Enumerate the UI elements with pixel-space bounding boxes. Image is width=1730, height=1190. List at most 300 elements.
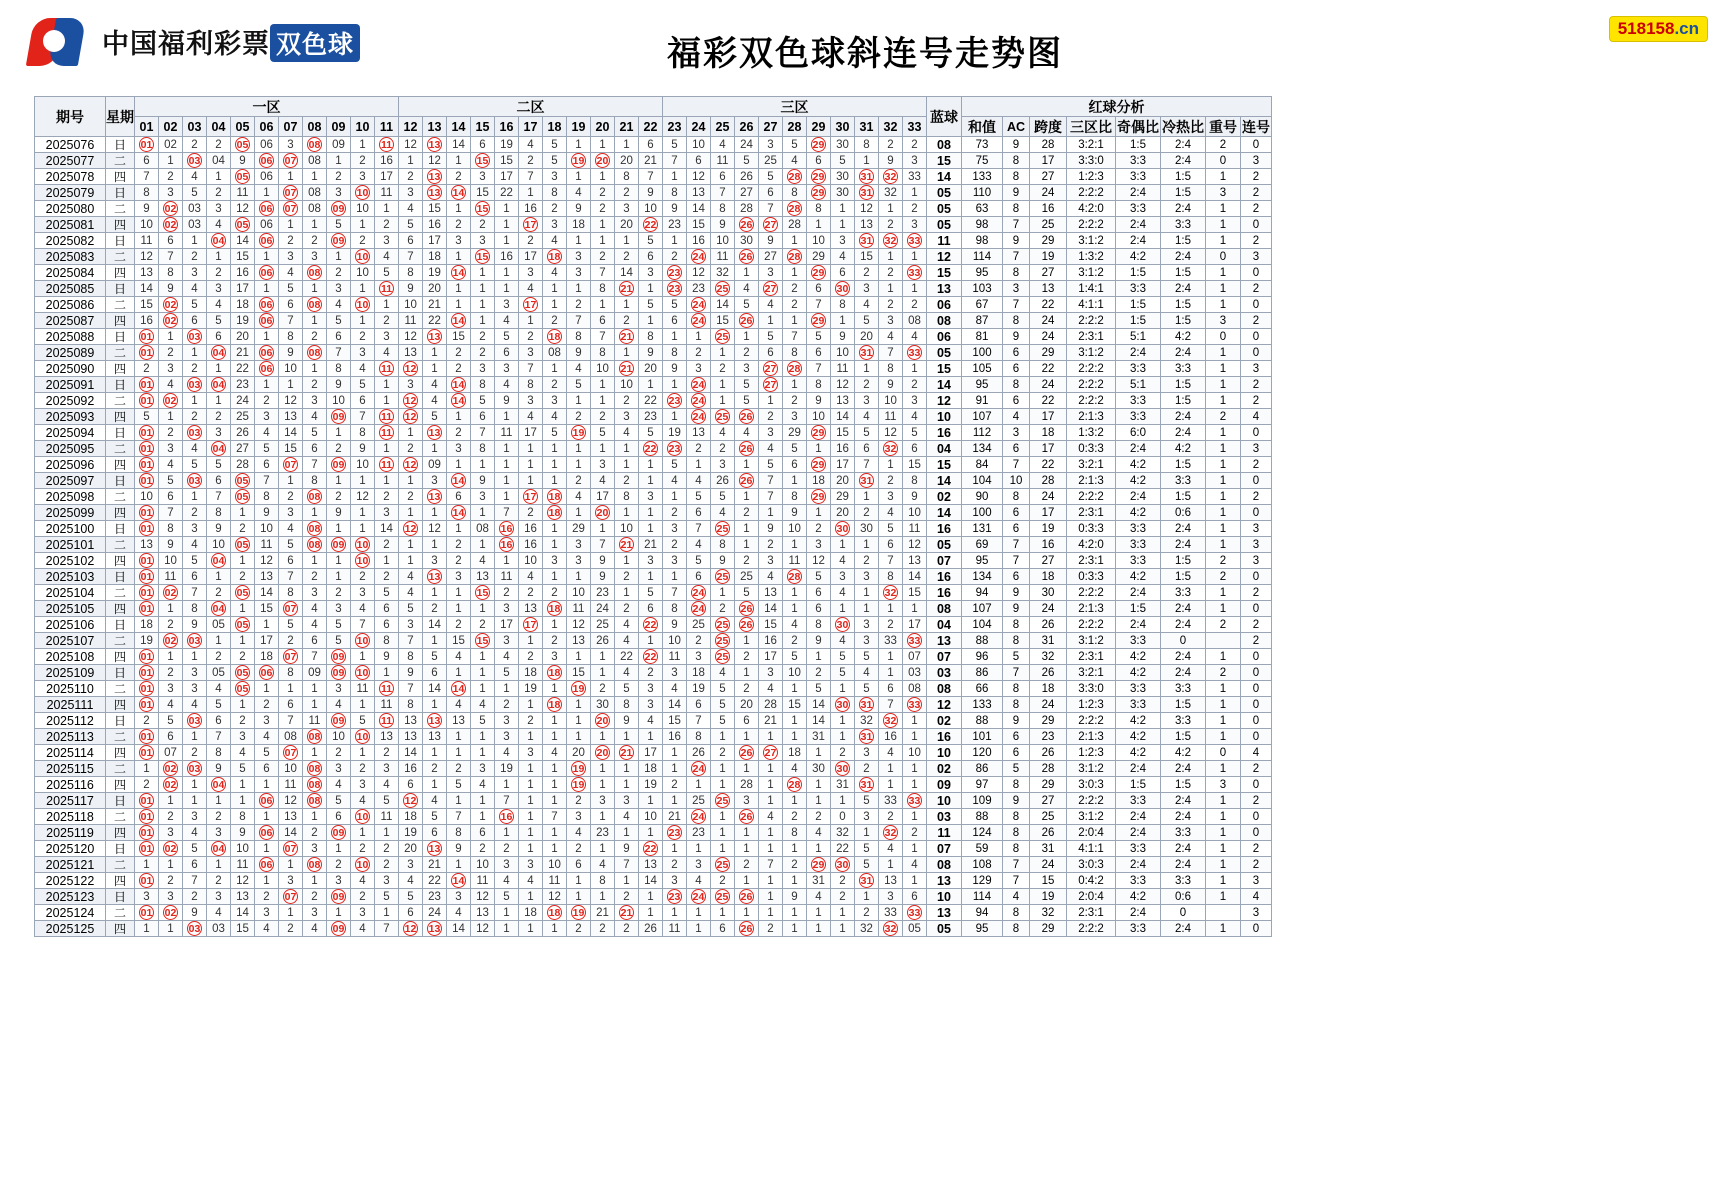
cell-issue[interactable]: 2025124	[35, 905, 106, 921]
cell-issue[interactable]: 2025117	[35, 793, 106, 809]
cell-red-19: 20	[567, 745, 591, 761]
red-ball-marker: 12	[404, 795, 417, 807]
cell-issue[interactable]: 2025093	[35, 409, 106, 425]
cell-red-09: 2	[327, 441, 351, 457]
cell-red-02: 1	[159, 153, 183, 169]
table-row[interactable]	[35, 889, 1272, 905]
table-row[interactable]	[35, 537, 1272, 553]
cell-red-02	[159, 761, 183, 777]
cell-red-31: 15	[855, 249, 879, 265]
cell-week: 日	[106, 185, 135, 201]
cell-red-06: 1	[255, 617, 279, 633]
cell-week: 日	[106, 793, 135, 809]
cell-blue-ball: 14	[927, 473, 962, 489]
cell-issue[interactable]: 2025091	[35, 377, 106, 393]
table-row[interactable]	[35, 873, 1272, 889]
cell-sqb: 2:0:4	[1067, 889, 1116, 905]
cell-issue[interactable]: 2025110	[35, 681, 106, 697]
table-row[interactable]	[35, 137, 1272, 153]
cell-ac: 7	[1003, 217, 1030, 233]
cell-red-03: 8	[183, 601, 207, 617]
cell-issue[interactable]: 2025114	[35, 745, 106, 761]
cell-red-29: 31	[807, 729, 831, 745]
cell-red-18: 4	[543, 233, 567, 249]
cell-red-15: 1	[471, 281, 495, 297]
table-row[interactable]	[35, 569, 1272, 585]
cell-red-32	[879, 441, 903, 457]
cell-red-16: 4	[495, 745, 519, 761]
cell-red-17: 1	[519, 889, 543, 905]
table-row[interactable]	[35, 361, 1272, 377]
cell-red-11: 3	[375, 505, 399, 521]
red-ball-marker: 01	[140, 347, 153, 359]
red-ball-marker: 29	[812, 187, 825, 199]
table-row[interactable]	[35, 553, 1272, 569]
table-row[interactable]	[35, 729, 1272, 745]
table-row[interactable]	[35, 521, 1272, 537]
cell-red-03: 7	[183, 873, 207, 889]
table-row[interactable]	[35, 505, 1272, 521]
table-row[interactable]	[35, 601, 1272, 617]
table-row[interactable]	[35, 761, 1272, 777]
table-row[interactable]	[35, 425, 1272, 441]
cell-red-02: 2	[159, 425, 183, 441]
trend-table	[34, 96, 1272, 937]
cell-red-19: 1	[567, 569, 591, 585]
cell-ch: 1	[1206, 873, 1241, 889]
cell-issue[interactable]: 2025112	[35, 713, 106, 729]
table-row[interactable]	[35, 313, 1272, 329]
cell-red-09: 5	[327, 633, 351, 649]
cell-kd: 18	[1030, 569, 1067, 585]
red-ball-marker: 26	[740, 411, 753, 423]
table-row[interactable]	[35, 489, 1272, 505]
cell-job: 2:4	[1116, 761, 1161, 777]
cell-red-25: 5	[711, 681, 735, 697]
cell-week: 四	[106, 873, 135, 889]
cell-red-01	[135, 681, 159, 697]
cell-red-04: 5	[207, 697, 231, 713]
cell-week: 日	[106, 713, 135, 729]
cell-red-24	[687, 809, 711, 825]
trend-table-wrap	[34, 96, 1698, 937]
red-ball-marker: 01	[140, 331, 153, 343]
cell-red-10	[351, 809, 375, 825]
cell-red-01	[135, 745, 159, 761]
cell-red-26	[735, 217, 759, 233]
cell-issue[interactable]: 2025077	[35, 153, 106, 169]
cell-red-15: 9	[471, 473, 495, 489]
cell-red-26: 30	[735, 233, 759, 249]
cell-job: 1:5	[1116, 601, 1161, 617]
cell-red-24: 26	[687, 745, 711, 761]
cell-red-10: 1	[351, 697, 375, 713]
table-row[interactable]	[35, 841, 1272, 857]
cell-red-22: 10	[639, 201, 663, 217]
cell-red-28: 1	[783, 873, 807, 889]
cell-red-27: 4	[759, 809, 783, 825]
cell-red-24: 1	[687, 921, 711, 937]
cell-red-11: 1	[375, 393, 399, 409]
cell-red-07	[279, 185, 303, 201]
red-ball-marker: 03	[188, 379, 201, 391]
red-ball-marker: 25	[716, 795, 729, 807]
cell-red-27	[759, 281, 783, 297]
table-row[interactable]	[35, 777, 1272, 793]
cell-week: 四	[106, 361, 135, 377]
table-row[interactable]	[35, 697, 1272, 713]
cell-he: 108	[962, 857, 1003, 873]
cell-issue[interactable]: 2025096	[35, 457, 106, 473]
cell-red-08	[303, 345, 327, 361]
cell-red-27: 1	[759, 825, 783, 841]
cell-issue[interactable]: 2025094	[35, 425, 106, 441]
table-row[interactable]	[35, 233, 1272, 249]
cell-kd: 25	[1030, 217, 1067, 233]
cell-red-28: 6	[783, 457, 807, 473]
cell-red-09	[327, 537, 351, 553]
red-ball-marker: 30	[836, 283, 849, 295]
cell-red-27: 25	[759, 153, 783, 169]
table-row[interactable]	[35, 457, 1272, 473]
cell-red-12: 4	[399, 569, 423, 585]
table-row[interactable]	[35, 185, 1272, 201]
th-ball-13: 13	[423, 117, 447, 137]
cell-red-29: 8	[807, 617, 831, 633]
cell-red-17: 1	[519, 185, 543, 201]
cell-issue[interactable]: 2025085	[35, 281, 106, 297]
cell-sqb: 3:3:0	[1067, 153, 1116, 169]
cell-red-20: 9	[591, 569, 615, 585]
cell-issue[interactable]: 2025079	[35, 185, 106, 201]
cell-job: 4:2	[1116, 889, 1161, 905]
table-row[interactable]	[35, 809, 1272, 825]
cell-red-19: 4	[567, 185, 591, 201]
cell-ac: 6	[1003, 569, 1030, 585]
cell-issue[interactable]: 2025121	[35, 857, 106, 873]
cell-red-33: 1	[903, 729, 927, 745]
table-row[interactable]	[35, 921, 1272, 937]
cell-red-30: 17	[831, 457, 855, 473]
cell-he: 95	[962, 377, 1003, 393]
th-ball-22: 22	[639, 117, 663, 137]
cell-red-05: 2	[231, 713, 255, 729]
cell-lrb: 2:4	[1161, 665, 1206, 681]
cell-red-28	[783, 249, 807, 265]
cell-red-23: 1	[663, 489, 687, 505]
cell-lrb: 1:5	[1161, 185, 1206, 201]
cell-issue[interactable]: 2025080	[35, 201, 106, 217]
cell-issue[interactable]: 2025098	[35, 489, 106, 505]
cell-issue[interactable]: 2025122	[35, 873, 106, 889]
red-ball-marker: 01	[140, 795, 153, 807]
cell-red-20: 25	[591, 617, 615, 633]
red-ball-marker: 23	[668, 267, 681, 279]
cell-issue[interactable]: 2025084	[35, 265, 106, 281]
cell-red-25: 9	[711, 553, 735, 569]
cell-red-02: 2	[159, 809, 183, 825]
cell-red-16: 17	[495, 169, 519, 185]
cell-red-31: 1	[855, 601, 879, 617]
page-header	[0, 0, 1730, 84]
cell-issue[interactable]: 2025081	[35, 217, 106, 233]
cell-red-09: 4	[327, 697, 351, 713]
cell-red-02: 4	[159, 457, 183, 473]
cell-red-01: 10	[135, 217, 159, 233]
table-row[interactable]	[35, 745, 1272, 761]
table-row[interactable]	[35, 681, 1272, 697]
cell-red-28: 1	[783, 537, 807, 553]
cell-issue[interactable]: 2025108	[35, 649, 106, 665]
cell-red-31: 1	[855, 537, 879, 553]
cell-red-07: 2	[279, 633, 303, 649]
cell-red-23: 16	[663, 729, 687, 745]
cell-red-19: 1	[567, 233, 591, 249]
cell-red-21: 1	[615, 553, 639, 569]
cell-red-14: 2	[447, 537, 471, 553]
cell-red-16: 17	[495, 617, 519, 633]
cell-issue[interactable]: 2025086	[35, 297, 106, 313]
table-row[interactable]	[35, 825, 1272, 841]
cell-red-24: 6	[687, 569, 711, 585]
table-row[interactable]	[35, 393, 1272, 409]
cell-red-16: 3	[495, 633, 519, 649]
cell-ch: 3	[1206, 777, 1241, 793]
cell-issue[interactable]: 2025100	[35, 521, 106, 537]
red-ball-marker: 18	[548, 667, 561, 679]
table-row[interactable]	[35, 217, 1272, 233]
cell-red-20: 8	[591, 873, 615, 889]
cell-red-30: 6	[831, 265, 855, 281]
cell-red-12: 3	[399, 857, 423, 873]
cell-red-07: 3	[279, 505, 303, 521]
cell-red-17: 1	[519, 777, 543, 793]
cell-job: 4:2	[1116, 713, 1161, 729]
cell-issue[interactable]: 2025097	[35, 473, 106, 489]
table-row[interactable]	[35, 377, 1272, 393]
cell-week: 二	[106, 905, 135, 921]
table-row[interactable]	[35, 281, 1272, 297]
cell-issue[interactable]: 2025078	[35, 169, 106, 185]
cell-red-18: 1	[543, 793, 567, 809]
cell-issue[interactable]: 2025090	[35, 361, 106, 377]
red-ball-marker: 25	[716, 635, 729, 647]
cell-red-04: 03	[207, 921, 231, 937]
cell-issue[interactable]: 2025083	[35, 249, 106, 265]
cell-red-17: 10	[519, 553, 543, 569]
cell-issue[interactable]: 2025104	[35, 585, 106, 601]
cell-red-14	[447, 313, 471, 329]
cell-red-27: 1	[759, 761, 783, 777]
cell-red-18: 1	[543, 921, 567, 937]
cell-issue[interactable]: 2025103	[35, 569, 106, 585]
cell-red-27: 7	[759, 489, 783, 505]
red-ball-marker: 13	[428, 171, 441, 183]
cell-issue[interactable]: 2025119	[35, 825, 106, 841]
red-ball-marker: 25	[716, 523, 729, 535]
cell-issue[interactable]: 2025120	[35, 841, 106, 857]
cell-red-12: 19	[399, 825, 423, 841]
cell-job: 3:3	[1116, 681, 1161, 697]
cell-red-24	[687, 409, 711, 425]
cell-issue[interactable]: 2025113	[35, 729, 106, 745]
cell-issue[interactable]: 2025111	[35, 697, 106, 713]
cell-issue[interactable]: 2025123	[35, 889, 106, 905]
cell-red-12	[399, 361, 423, 377]
table-row[interactable]	[35, 249, 1272, 265]
cell-red-19: 3	[567, 809, 591, 825]
cell-red-18: 2	[543, 585, 567, 601]
table-row[interactable]	[35, 169, 1272, 185]
cell-red-25: 1	[711, 761, 735, 777]
cell-issue[interactable]: 2025118	[35, 809, 106, 825]
cell-red-22: 18	[639, 761, 663, 777]
cell-ch: 1	[1206, 505, 1241, 521]
cell-red-07: 5	[279, 281, 303, 297]
table-row[interactable]	[35, 201, 1272, 217]
cell-red-03: 1	[183, 489, 207, 505]
cell-issue[interactable]: 2025082	[35, 233, 106, 249]
table-row[interactable]	[35, 585, 1272, 601]
cell-issue[interactable]: 2025107	[35, 633, 106, 649]
cell-lrb: 1:5	[1161, 457, 1206, 473]
cell-red-19: 11	[567, 601, 591, 617]
table-row[interactable]	[35, 265, 1272, 281]
cell-red-15	[471, 153, 495, 169]
cell-issue[interactable]: 2025087	[35, 313, 106, 329]
cell-red-21: 3	[615, 201, 639, 217]
red-ball-marker: 23	[668, 443, 681, 455]
cell-issue[interactable]: 2025115	[35, 761, 106, 777]
cell-red-21: 4	[615, 633, 639, 649]
table-row[interactable]	[35, 857, 1272, 873]
cell-issue[interactable]: 2025088	[35, 329, 106, 345]
cell-he: 129	[962, 873, 1003, 889]
cell-red-10: 4	[351, 921, 375, 937]
cell-red-07: 12	[279, 393, 303, 409]
cell-job: 5:1	[1116, 377, 1161, 393]
cell-red-06: 10	[255, 521, 279, 537]
cell-red-19: 1	[567, 393, 591, 409]
cell-he: 131	[962, 521, 1003, 537]
cell-issue[interactable]: 2025095	[35, 441, 106, 457]
cell-red-18	[543, 505, 567, 521]
cell-red-11: 2	[375, 313, 399, 329]
cell-week: 四	[106, 313, 135, 329]
cell-red-14: 2	[447, 345, 471, 361]
cell-red-19: 2	[567, 921, 591, 937]
cell-issue[interactable]: 2025102	[35, 553, 106, 569]
cell-issue[interactable]: 2025125	[35, 921, 106, 937]
table-row[interactable]	[35, 633, 1272, 649]
cell-red-09: 5	[327, 793, 351, 809]
cell-red-05: 14	[231, 233, 255, 249]
cell-issue[interactable]: 2025109	[35, 665, 106, 681]
table-row[interactable]	[35, 665, 1272, 681]
cell-red-10	[351, 633, 375, 649]
table-row[interactable]	[35, 441, 1272, 457]
table-row[interactable]	[35, 649, 1272, 665]
cell-blue-ball: 14	[927, 377, 962, 393]
cell-red-07: 8	[279, 329, 303, 345]
table-row[interactable]	[35, 329, 1272, 345]
cell-red-01	[135, 697, 159, 713]
cell-ac: 8	[1003, 633, 1030, 649]
table-row[interactable]	[35, 297, 1272, 313]
cell-issue[interactable]: 2025105	[35, 601, 106, 617]
cell-red-07: 4	[279, 521, 303, 537]
red-ball-marker: 06	[260, 827, 273, 839]
cell-red-12: 13	[399, 345, 423, 361]
cell-red-31: 32	[855, 921, 879, 937]
cell-blue-ball: 04	[927, 441, 962, 457]
cell-red-13: 3	[423, 553, 447, 569]
cell-blue-ball: 07	[927, 841, 962, 857]
table-row[interactable]	[35, 473, 1272, 489]
cell-red-25	[711, 329, 735, 345]
cell-red-31: 5	[855, 649, 879, 665]
cell-issue[interactable]: 2025101	[35, 537, 106, 553]
cell-red-20: 1	[591, 521, 615, 537]
cell-red-04: 10	[207, 537, 231, 553]
cell-red-07: 10	[279, 761, 303, 777]
red-ball-marker: 24	[692, 315, 705, 327]
cell-he: 94	[962, 905, 1003, 921]
table-row[interactable]	[35, 617, 1272, 633]
table-row[interactable]	[35, 345, 1272, 361]
table-row[interactable]	[35, 793, 1272, 809]
cell-job: 6:0	[1116, 425, 1161, 441]
cell-lrb: 2:4	[1161, 793, 1206, 809]
cell-red-01	[135, 601, 159, 617]
cell-red-24	[687, 249, 711, 265]
red-ball-marker: 14	[452, 379, 465, 391]
cell-red-05: 1	[231, 553, 255, 569]
cell-issue[interactable]: 2025116	[35, 777, 106, 793]
cell-red-29	[807, 265, 831, 281]
table-row[interactable]	[35, 409, 1272, 425]
cell-blue-ball: 08	[927, 313, 962, 329]
cell-issue[interactable]: 2025076	[35, 137, 106, 153]
cell-ac: 8	[1003, 265, 1030, 281]
cell-red-29	[807, 313, 831, 329]
th-ball-08: 08	[303, 117, 327, 137]
cell-red-20: 1	[591, 777, 615, 793]
cell-red-18: 2	[543, 377, 567, 393]
table-row[interactable]	[35, 905, 1272, 921]
red-ball-marker: 06	[260, 155, 273, 167]
cell-red-08: 1	[303, 217, 327, 233]
cell-red-24	[687, 377, 711, 393]
cell-red-09	[327, 409, 351, 425]
table-row[interactable]	[35, 153, 1272, 169]
cell-issue[interactable]: 2025106	[35, 617, 106, 633]
cell-red-30: 30	[831, 185, 855, 201]
cell-red-32: 4	[879, 329, 903, 345]
cell-issue[interactable]: 2025089	[35, 345, 106, 361]
cell-red-21: 4	[615, 425, 639, 441]
cell-red-10: 11	[351, 681, 375, 697]
cell-red-32: 32	[879, 185, 903, 201]
red-ball-marker: 27	[764, 363, 777, 375]
table-row[interactable]	[35, 713, 1272, 729]
cell-issue[interactable]: 2025092	[35, 393, 106, 409]
cell-ac: 6	[1003, 729, 1030, 745]
cell-issue[interactable]: 2025099	[35, 505, 106, 521]
red-ball-marker: 26	[740, 443, 753, 455]
red-ball-marker: 27	[764, 747, 777, 759]
cell-ch: 1	[1206, 361, 1241, 377]
